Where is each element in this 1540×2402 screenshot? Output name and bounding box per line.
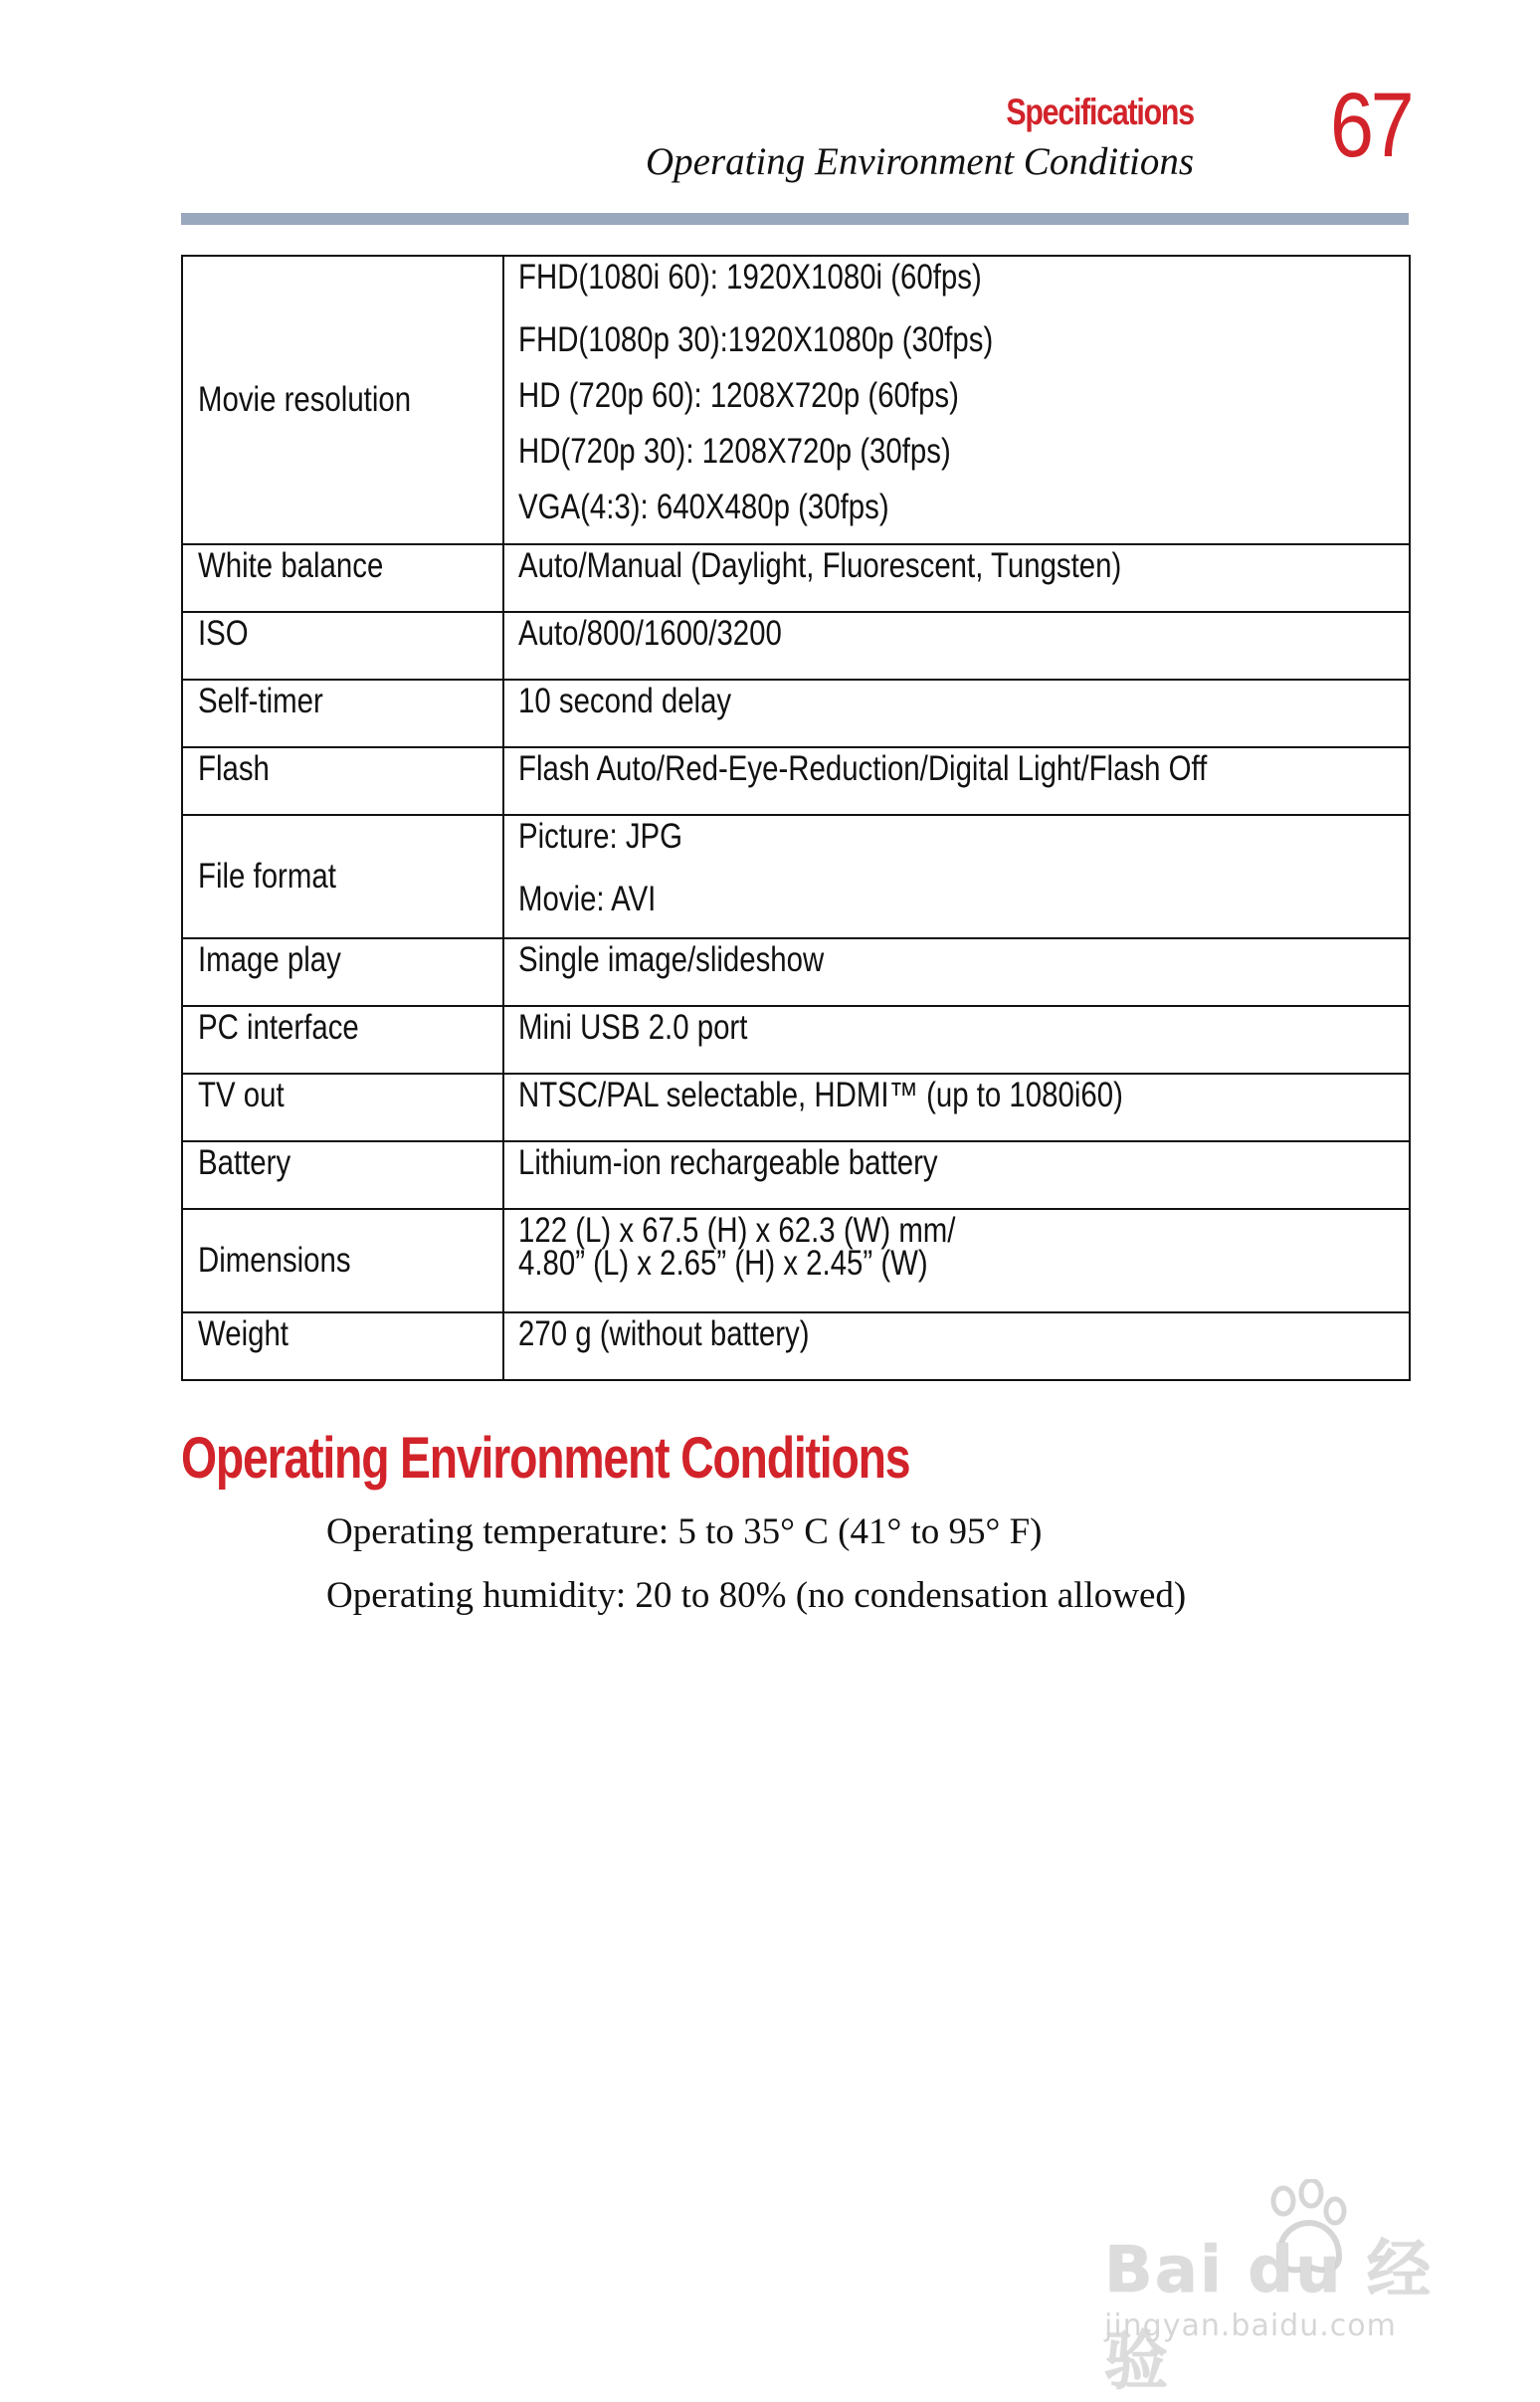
table-row: [182, 612, 1410, 680]
watermark-logo: Bai du 经验: [1104, 2234, 1433, 2399]
table-row: [182, 544, 1410, 612]
row-label: Image play: [182, 938, 503, 1006]
operating-temperature-text: Operating temperature: 5 to 35° C (41° to 95° F): [326, 1511, 1043, 1552]
table-row: [182, 1006, 1410, 1074]
row-value: 122 (L) x 67.5 (H) x 62.3 (W) mm/ 4.80” (L) x 2.65” (H) x 2.45” (W): [503, 1209, 1410, 1312]
row-label: White balance: [182, 544, 503, 612]
row-label: Battery: [182, 1141, 503, 1209]
row-value: Auto/800/1600/3200: [503, 612, 1410, 680]
header-section-title: Specifications: [1006, 92, 1194, 132]
operating-humidity-text: Operating humidity: 20 to 80% (no condensation allowed): [326, 1575, 1187, 1616]
row-value: NTSC/PAL selectable, HDMI™ (up to 1080i60): [503, 1074, 1410, 1141]
row-value: FHD(1080i 60): 1920X1080i (60fps) FHD(1080p 30):1920X1080p (30fps) HD (720p 60): 1208X720p (60fps) HD(720p 30): 1208X720p (30fps) VGA(4:3): 640X480p (30fps): [503, 256, 1410, 544]
row-value: Mini USB 2.0 port: [503, 1006, 1410, 1074]
watermark-url: jingyan.baidu.com: [1104, 2308, 1397, 2343]
row-value: Picture: JPG Movie: AVI: [503, 815, 1410, 938]
specifications-table: [181, 255, 1411, 1381]
section-heading: Operating Environment Conditions: [181, 1426, 910, 1491]
row-label: Self-timer: [182, 680, 503, 747]
row-value: Flash Auto/Red-Eye-Reduction/Digital Light/Flash Off: [503, 747, 1410, 815]
row-value: Auto/Manual (Daylight, Fluorescent, Tungsten): [503, 544, 1410, 612]
row-label: Weight: [182, 1312, 503, 1380]
row-label: Movie resolution: [182, 256, 503, 544]
table-row: [182, 680, 1410, 747]
table-row: [182, 256, 1410, 544]
header-subsection-title: Operating Environment Conditions: [645, 140, 1194, 183]
header-divider: [181, 213, 1409, 225]
row-value: 10 second delay: [503, 680, 1410, 747]
watermark: [1104, 2179, 1462, 2399]
table-row: [182, 1312, 1410, 1380]
table-row: [182, 1074, 1410, 1141]
row-value: 270 g (without battery): [503, 1312, 1410, 1380]
table-row: [182, 1141, 1410, 1209]
table-row: [182, 815, 1410, 938]
row-value: Lithium-ion rechargeable battery: [503, 1141, 1410, 1209]
page-number: 67: [1330, 75, 1412, 176]
row-label: ISO: [182, 612, 503, 680]
table-row: [182, 747, 1410, 815]
row-label: File format: [182, 815, 503, 938]
row-label: TV out: [182, 1074, 503, 1141]
row-value: Single image/slideshow: [503, 938, 1410, 1006]
row-label: Dimensions: [182, 1209, 503, 1312]
table-row: [182, 938, 1410, 1006]
table-row: [182, 1209, 1410, 1312]
row-label: PC interface: [182, 1006, 503, 1074]
row-label: Flash: [182, 747, 503, 815]
